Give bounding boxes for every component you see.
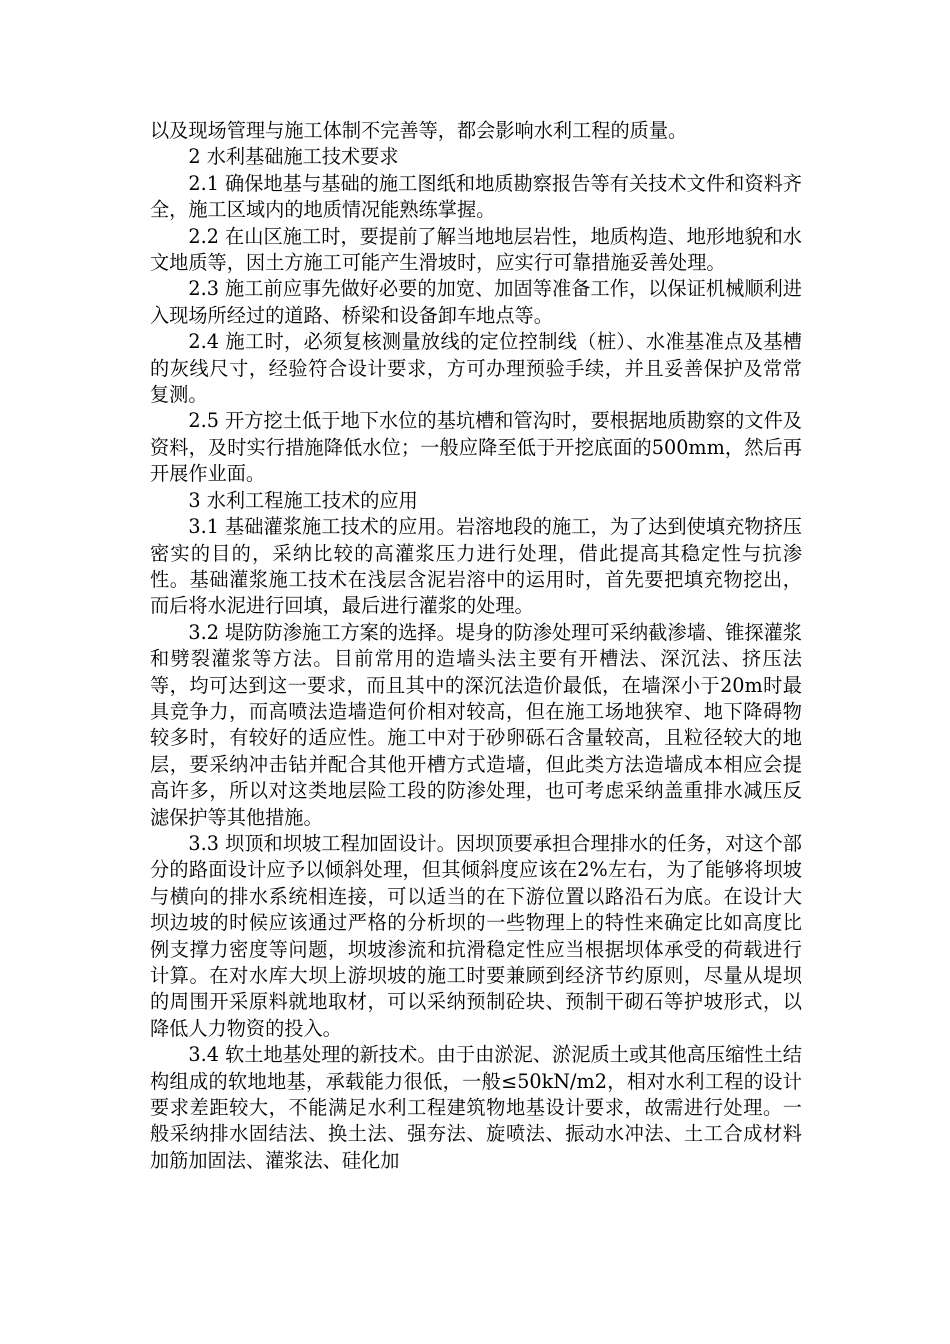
paragraph-2-4: 2.4 施工时，必须复核测量放线的定位控制线（桩）、水准基准点及基槽的灰线尺寸，经验符合设计要求，方可办理预验手续，并且妥善保护及常常复测。 — [150, 330, 802, 407]
paragraph-3-4: 3.4 软土地基处理的新技术。由于由淤泥、淤泥质土或其他高压缩性土结构组成的软地地基，承载能力很低，一般≤50kN/m2，相对水利工程的设计要求差距较大，不能满足水利工程建筑物地基设计要求，故需进行处理。一般采纳排水固结法、换土法、强夯法、旋喷法、振动水冲法、土工合成材料加筋加固法、灌浆法、硅化加 — [150, 1043, 802, 1172]
paragraph-2-3: 2.3 施工前应事先做好必要的加宽、加固等准备工作，以保证机械顺利进入现场所经过的道路、桥梁和设备卸车地点等。 — [150, 277, 802, 327]
paragraph-3-2: 3.2 堤防防渗施工方案的选择。堤身的防渗处理可采纳截渗墙、锥探灌浆和劈裂灌浆等方法。目前常用的造墙头法主要有开槽法、深沉法、挤压法等，均可达到这一要求，而且其中的深沉法造价最低，在墙深小于20m时最具竞争力，而高喷法造墙造何价相对较高，但在施工场地狭窄、地下降碍物较多时，有较好的适应性。施工中对于砂卵砾石含量较高，且粒径较大的地层，要采纳冲击钻并配合其他开槽方式造墙，但此类方法造墙成本相应会提高许多，所以对这类地层险工段的防渗处理，也可考虑采纳盖重排水减压反滤保护等其他措施。 — [150, 620, 802, 829]
section-heading-2: 2 水利基础施工技术要求 — [188, 145, 399, 169]
document-page — [150, 118, 802, 1174]
paragraph-2-2: 2.2 在山区施工时，要提前了解当地地层岩性，地质构造、地形地貌和水文地质等，因土方施工可能产生滑坡时，应实行可靠措施妥善处理。 — [150, 224, 802, 275]
paragraph-intro-continuation: 以及现场管理与施工体制不完善等，都会影响水利工程的质量。 — [150, 119, 688, 142]
paragraph-3-1: 3.1 基础灌浆施工技术的应用。岩溶地段的施工，为了达到使填充物挤压密实的目的，采纳比较的高灌浆压力进行处理，借此提高其稳定性与抗渗性。基础灌浆施工技术在浅层含泥岩溶中的运用时，首先要把填充物挖出，而后将水泥进行回填，最后进行灌浆的处理。 — [150, 515, 802, 618]
paragraph-2-5: 2.5 开方挖土低于地下水位的基坑槽和管沟时，要根据地质勘察的文件及资料，及时实行措施降低水位；一般应降至低于开挖底面的500mm，然后再开展作业面。 — [150, 409, 802, 486]
paragraph-2-1: 2.1 确保地基与基础的施工图纸和地质勘察报告等有关技术文件和资料齐全，施工区域内的地质情况能熟练掌握。 — [150, 171, 802, 222]
section-heading-3: 3 水利工程施工技术的应用 — [188, 488, 418, 512]
paragraph-3-3: 3.3 坝顶和坝坡工程加固设计。因坝顶要承担合理排水的任务，对这个部分的路面设计应予以倾斜处理，但其倾斜度应该在2%左右，为了能够将坝坡与横向的排水系统相连接，可以适当的在下游位置以路沿石为底。在设计大坝边坡的时候应该通过严格的分析坝的一些物理上的特性来确定比如高度比例支撑力密度等问题，坝坡渗流和抗滑稳定性应当根据坝体承受的荷载进行计算。在对水库大坝上游坝坡的施工时要兼顾到经济节约原则，尽量从堤坝的周围开采原料就地取材，可以采纳预制砼块、预制干砌石等护坡形式，以降低人力物资的投入。 — [150, 831, 802, 1040]
